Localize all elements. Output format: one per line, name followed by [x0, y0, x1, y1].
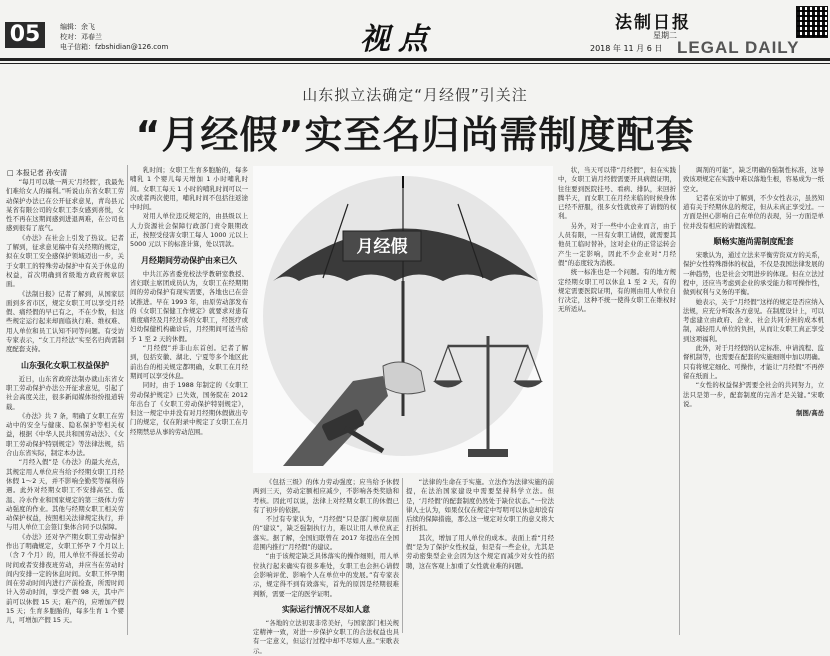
illustration-umbrella — [253, 166, 553, 473]
paragraph: “每月可以歇一两天‘月经假’，我最先们难给女人的福利。”听说山东省女职工劳动保护办法已在公开征求意见，青岛县元某省有限公司的女职工李女感到喜悦，女性不再在这期间感到进退两难，在公司也感到很有了底气。 — [6, 178, 124, 233]
article-headline: “月经假”实至名归尚需制度配套 — [135, 113, 695, 157]
masthead — [0, 0, 830, 62]
editor-info — [60, 22, 168, 52]
article-column-1 — [6, 178, 124, 633]
paragraph: “月经假”并非山东首创。记者了解到，包括安徽、湖北、宁夏等多个地区此前出台的相关规定都明确，女职工在月经期间可以享受休息。 — [130, 344, 248, 380]
masthead-rule — [0, 58, 830, 61]
paragraph: 调剂的可能”，缺乏明确的强制性标准，这导致该项规定在实践中难以落地生根，容易成为一纸空文。 — [683, 166, 824, 193]
subheading: 顺畅实施尚需制度配套 — [713, 237, 794, 247]
paragraph: 其次，增加了用人单位的成本。表面上看“月经假”是为了保护女性权益，但是有一些企业，尤其是劳动密集型企业会因为这个规定而减少对女性的招聘，这在客观上加重了女性就业难的问题。 — [406, 533, 554, 570]
paragraph: 状，当天可以带“月经假”，但在实践中，女职工请月经假需要开具病假证明，往往要到医院挂号、看病、排队，来回折腾半天，而女职工在月经来临的时候身体已经不舒服，很多女性就放弃了请假的权利。 — [558, 166, 676, 221]
email-line: 电子信箱：fzbshidian@126.com — [60, 43, 169, 51]
paragraph: “法律的生命在于实施。立法作为法律实施的前提，在法治国家建设中需要坚持科学立法。但是，‘月经假’的配套制度仍然处于缺位状态。”一位法律人士认为，如果仅仅在规定中写明可以休息却没有后续的保障措施，那么这一规定对女职工的意义将大打折扣。 — [406, 478, 554, 533]
article-column-5 — [683, 166, 824, 633]
article-byline: □ 本报记者 孙安清 — [7, 169, 68, 177]
editor-line: 编辑：余飞 — [60, 23, 95, 31]
paragraph: “女性的权益保护需要全社会的共同努力，立法只是第一步，配套制度的完善才是关键。”宋歌说。 — [683, 381, 824, 408]
paragraph: 另外，对于一些中小企业而言，由于人员有限，一旦有女职工请假，就需要其他员工临时替补，这对企业的正常运转会产生一定影响，因此不少企业对“月经假”的态度较为消极。 — [558, 221, 676, 267]
umbrella-scale-graphic — [253, 166, 553, 473]
article-column-3 — [253, 478, 399, 655]
graphic-credit: 制图/高岳 — [796, 409, 824, 418]
section-title: 视点 — [360, 22, 436, 57]
paragraph: 宋歌认为，通过立法来平衡劳资双方的关系，保护女性特殊群体的权益，不仅是我国法律发展的一种趋势，也是社会文明进步的体现。但在立法过程中，还应当考虑到企业的承受能力和可操作性，做到权利与义务的平衡。 — [683, 251, 824, 297]
paper-english-name: LEGAL DAILY — [677, 38, 800, 57]
article-kicker: 山东拟立法确定“月经假”引关注 — [302, 86, 528, 104]
issue-date: 2018 年 11 月 6 日 — [590, 44, 663, 53]
paragraph: 统一标准也是一个问题。有的地方规定经期女职工可以休息 1 至 2 天，有的规定需要医院证明，有的则由用人单位自行决定，这种不统一使得女职工在维权时无所适从。 — [558, 268, 676, 314]
proof-line: 校对：邓春兰 — [60, 33, 102, 41]
paragraph: 她表示，关于“月经假”这样的规定是否应纳入法规，应充分听取各方意见。在制度设计上，可以考虑建立由政府、企业、社会共同分担的成本机制，减轻用人单位的负担，从而让女职工真正享受到这项福利。 — [683, 297, 824, 343]
paragraph: 同时，由于 1988 年制定的《女职工劳动保护规定》已失效，国务院在 2012 年出台了《女职工劳动保护特别规定》，但这一规定中并没有对月经期休假做出专门的规定，仅在附录中规定了女职工在月经期禁忌从事的劳动范围。 — [130, 381, 248, 436]
paragraph: 此外，对于月经假的认定标准、申请流程、监督机制等，也需要在配套的实施细则中加以明确。只有将规定细化、可操作，才能让“月经假”不再停留在纸面上。 — [683, 344, 824, 380]
paragraph: 乳时间；女职工生育多胞胎的，每多哺乳 1 个婴儿每天增加 1 小时哺乳时间。女职工每天 1 小时的哺乳时间可以一次或者两次使用，哺乳时间不包括往返途中时间。 — [130, 166, 248, 212]
paragraph: 近日，山东省政府法制办就山东省女职工劳动保护办法公开征求意见，引起了社会高度关注，很多新闻媒体纷纷报道转载。 — [6, 374, 124, 411]
article-column-4 — [558, 166, 676, 633]
subheading: 山东强化女职工权益保护 — [21, 360, 109, 370]
paragraph: 记者在采访中了解到，不少女性表示，虽然知道有关于经期休息的规定，但从未真正享受过。一方面是担心影响自己在单位的表现，另一方面是单位并没有相应的请假流程。 — [683, 193, 824, 230]
illustration-label: 月经假 — [356, 237, 408, 257]
subheading: 月经期间劳动保护由来已久 — [141, 255, 237, 265]
paragraph: 对用人单位违反规定的，由县级以上人力资源社会保障行政部门责令限期改正，按照受侵害女职工每人 1000 元以上 5000 元以下的标准计算，处以罚款。 — [130, 212, 248, 249]
qr-code-icon — [796, 6, 828, 38]
paragraph: 《法制日报》记者了解到，从国家层面到多省市区，规定女职工可以享受月经假、痛经假的早已有之，不在少数，但这些规定运行起来却面临执行难、维权难、用人单位和员工认知不同等问题。有受访专家表示，“女工月经法”实至名归尚需制度配套支持。 — [6, 289, 124, 354]
paragraph: 不过有专家认为，“月经假”只是部门规章层面的“建议”，缺乏强制执行力，难以让用人单位真正落实。据了解，全国妇联曾在 2017 年提出在全国范围内推行“月经假”的建议。 — [253, 515, 399, 552]
paragraph: “各地的立法初衷非常美好，与国家部门相关规定精神一致，对进一步保护女职工的合法权益也具有一定意义，但运行过程中却不尽如人意。”宋歌表示。 — [253, 618, 399, 655]
paragraph: 《办法》还对孕产期女职工劳动保护作出了明确规定，女职工怀孕 7 个月以上（含 7 个月）的，用人单位不得延长劳动时间或者安排夜班劳动，并应当在劳动时间内安排一定的休息时间。女职工怀孕期间在劳动时间内进行产前检查，所需时间计入劳动时间，享受产假 98 天，其中产前可以休假 15 天；难产的，应增加产假 15 天；生育多胞胎的，每多生育 1 个婴儿，可增加产假 15 天。 — [6, 532, 124, 625]
paragraph: 《办法》在社会上引发了热议。记者了解到，征求意见稿中有关经期的规定，拟在女职工安全感保护领域迈出一步，关于女职工的特殊劳动保护中有关于休息的权益，首次明确到省级地方政府规章层面。 — [6, 233, 124, 289]
paragraph: 中共江苏省委党校法学教研室教授、省妇联主席团成员认为，女职工在经期期间的劳动保护有现实需要，各地也已在尝试推进。早在 1993 年，由原劳动部发布的《女职工保健工作规定》就要求对患有重度痛经及月经过多的女职工，经医疗或妇幼保健机构确诊后，月经期间可适当给予 1 至 2 天的休假。 — [130, 269, 248, 343]
paragraph: 《包括三级》的体力劳动强度；应当给予休假两到三天，劳动定额相应减少，不影响各类奖励和考核。因此可以说，法律上对经期女职工的休假已有了初步的依据。 — [253, 478, 399, 514]
article-column-2 — [130, 166, 248, 633]
column-divider — [127, 165, 128, 635]
article-column-4-lower — [406, 478, 554, 633]
weekday: 星期二 — [653, 31, 677, 40]
masthead-rule-thin — [0, 63, 830, 64]
column-divider — [402, 478, 403, 633]
paragraph: “月经入假”是《办法》的最大亮点，其规定用人单位应当给予经期女职工月经休假 1～2 天，并不影响全勤奖等福利待遇。此外对经期女职工不安排高空、低温、冷水作业和国家规定的第三级体力劳动强度的作业。其他与经期女职工相关劳动保护权益，按照相关法律规定执行，并与用人单位工会签订集体合同予以保障。 — [6, 458, 124, 532]
paper-logo: 法制日报 — [615, 13, 691, 33]
paragraph: “由于该规定缺乏具体落实的操作细则，用人单位执行起来确实有很多难处，女职工也会担心请假会影响评优、影响个人在单位中的发展。”有专家表示，规定得不到有效落实，首先的原因是经期很难判断，需要一定的医学证明。 — [253, 552, 399, 598]
page-number: 05 — [5, 22, 45, 48]
subheading: 实际运行情况不尽如人意 — [282, 604, 370, 614]
column-divider — [679, 165, 680, 635]
paragraph: 《办法》共 7 条，明确了女职工在劳动中的安全与健康、隐私保护等相关权益，根据《中华人民共和国劳动法》、《女职工劳动保护特别规定》等法律法规，结合山东省实际，制定本办法。 — [6, 411, 124, 458]
